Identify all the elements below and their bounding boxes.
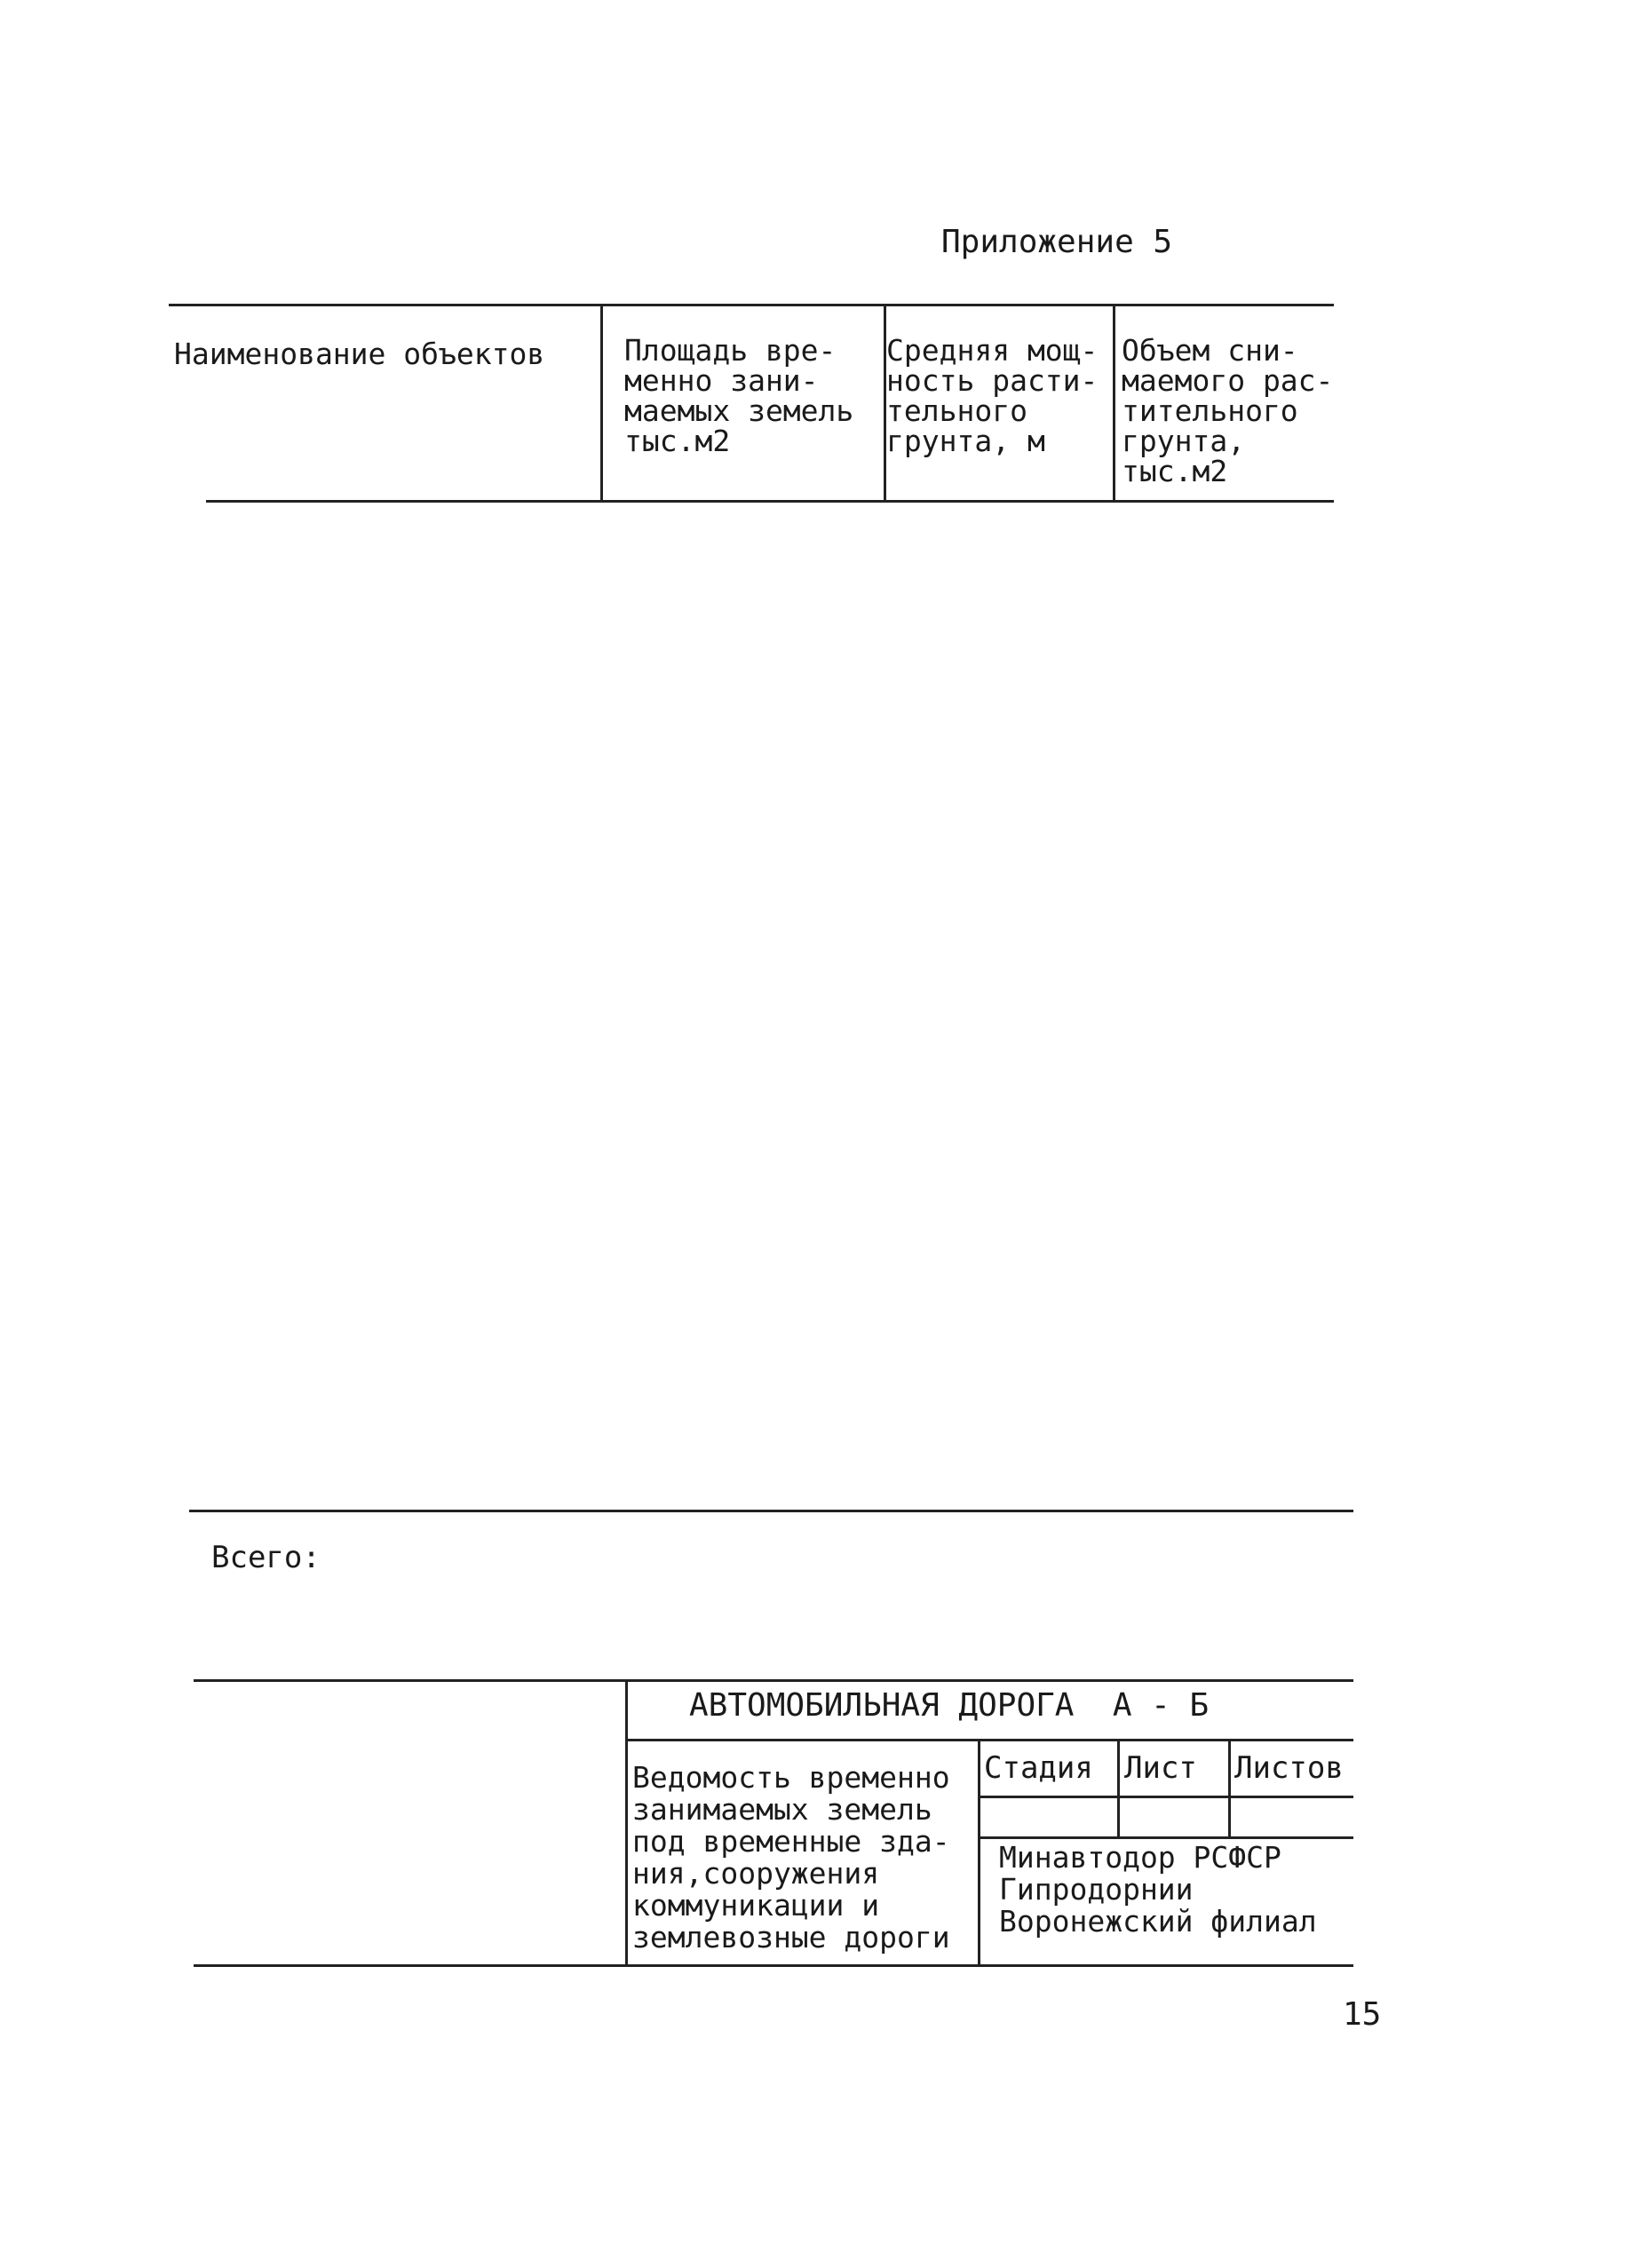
table-bottom-rule	[206, 500, 1334, 503]
column-divider	[1113, 306, 1115, 500]
title-block-mid-divider	[978, 1741, 980, 1964]
column-header-thickness: Средняя мощ- ность расти- тельного грунта, м	[886, 333, 1099, 458]
title-block-bottom-rule	[194, 1964, 1353, 1967]
stage-values-rule	[980, 1836, 1353, 1839]
title-block-top-rule	[194, 1679, 1353, 1682]
project-name: АВТОМОБИЛЬНАЯ ДОРОГА А - Б	[689, 1687, 1210, 1724]
table-top-rule	[169, 304, 1334, 306]
sheet-sheets-divider	[1228, 1741, 1231, 1836]
sheet-title: Ведомость временно занимаемых земель под временные зда- ния,сооружения коммуникации и землевозные дороги	[632, 1760, 950, 1955]
stage-sheet-divider	[1117, 1741, 1120, 1836]
title-block-subtitle-rule	[628, 1739, 1353, 1741]
column-header-name: Наименование объектов	[174, 337, 545, 371]
total-label: Всего:	[211, 1540, 321, 1575]
column-header-volume: Объем сни- маемого рас- тительного грунта, тыс.м2	[1122, 333, 1334, 488]
sheet-label: Лист	[1124, 1750, 1197, 1786]
column-divider	[600, 306, 603, 500]
sheets-label: Листов	[1234, 1750, 1344, 1786]
page-number: 15	[1343, 1996, 1382, 2033]
stage-label: Стадия	[984, 1750, 1093, 1786]
organization: Минавтодор РСФСР Гипродорнии Воронежский филиал	[999, 1840, 1317, 1939]
title-block-left-divider	[625, 1682, 628, 1964]
total-rule	[189, 1510, 1353, 1512]
stage-row-rule	[980, 1796, 1353, 1798]
column-header-area: Площадь вре- менно зани- маемых земель тыс.м2	[624, 333, 854, 458]
appendix-label: Приложение 5	[941, 224, 1173, 260]
